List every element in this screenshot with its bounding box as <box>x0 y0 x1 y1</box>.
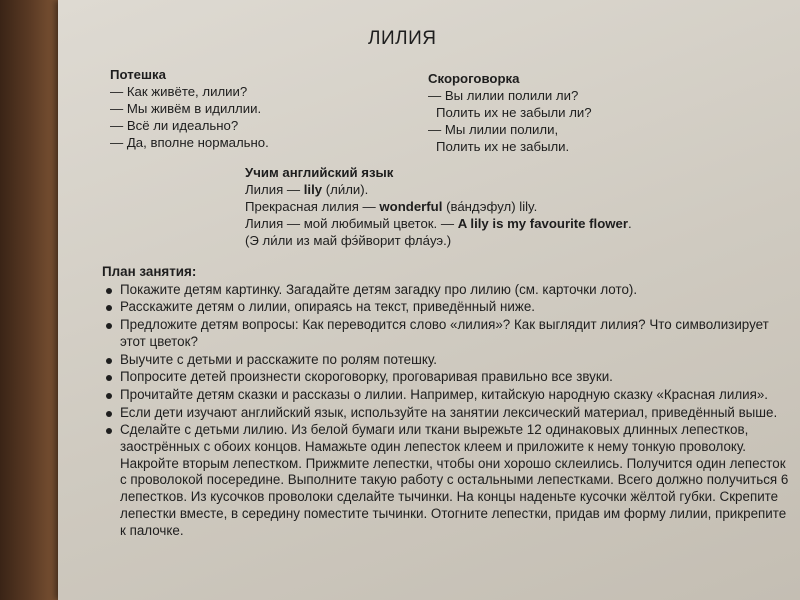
skorogovorka-heading: Скороговорка <box>428 71 520 86</box>
plan-item: Прочитайте детям сказки и рассказы о лилии. Например, китайскую народную сказку «Красная лилия». <box>102 387 792 404</box>
english-line: Лилия — lily (ли́ли). <box>245 182 369 197</box>
poteshka-line: — Да, вполне нормально. <box>110 135 269 150</box>
poteshka-line: — Мы живём в идиллии. <box>110 101 262 116</box>
skorogovorka-line: — Вы лилии полили ли? <box>428 88 579 103</box>
skorogovorka-line: Полить их не забыли ли? <box>436 105 592 120</box>
skorogovorka-line: Полить их не забыли. <box>436 139 570 154</box>
english-block <box>245 164 632 249</box>
plan-item: Выучите с детьми и расскажите по ролям потешку. <box>102 352 792 369</box>
plan-item: Предложите детям вопросы: Как переводится слово «лилия»? Как выглядит лилия? Что символизирует этот цветок? <box>102 317 792 350</box>
skorogovorka-block <box>428 70 592 155</box>
skorogovorka-line: — Мы лилии полили, <box>428 122 559 137</box>
poteshka-line: — Всё ли идеально? <box>110 118 239 133</box>
lesson-plan <box>102 264 792 540</box>
english-line: (Э ли́ли из май фэ́йворит фла́уэ.) <box>245 233 452 248</box>
english-heading: Учим английский язык <box>245 165 394 180</box>
document-page <box>58 0 800 600</box>
poteshka-line: — Как живёте, лилии? <box>110 84 248 99</box>
plan-item: Попросите детей произнести скороговорку, проговаривая правильно все звуки. <box>102 369 792 386</box>
plan-item: Покажите детям картинку. Загадайте детям загадку про лилию (см. карточки лото). <box>102 282 792 299</box>
english-line: Прекрасная лилия — wonderful (ва́ндэфул) lily. <box>245 199 538 214</box>
page-title: ЛИЛИЯ <box>368 28 437 49</box>
poteshka-block <box>110 66 269 151</box>
plan-item: Если дети изучают английский язык, используйте на занятии лексический материал, приведённый выше. <box>102 405 792 422</box>
plan-heading: План занятия: <box>102 264 197 279</box>
english-line: Лилия — мой любимый цветок. — A lily is my favourite flower. <box>245 216 632 231</box>
poteshka-heading: Потешка <box>110 67 166 82</box>
plan-item: Расскажите детям о лилии, опираясь на текст, приведённый ниже. <box>102 299 792 316</box>
plan-item: Сделайте с детьми лилию. Из белой бумаги или ткани вырежьте 12 одинаковых длинных лепестков, заострённых с обоих концов. Намажьте один лепесток клеем и приложите к нему тонкую проволоку. Накройте вторым лепестком. Прижмите лепестки, чтобы они хорошо склеились. Получится один лепесток с проволокой посередине. Выполните такую работу с остальными лепестками. Всего должно получиться 6 лепестков. Из кусочков проволоки сделайте тычинки. На концы наденьте кусочки жёлтой губки. Скрепите лепестки вместе, в середину поместите тычинки. Отогните лепестки, придав им форму лилии, прикрепите к палочке. <box>102 422 792 539</box>
